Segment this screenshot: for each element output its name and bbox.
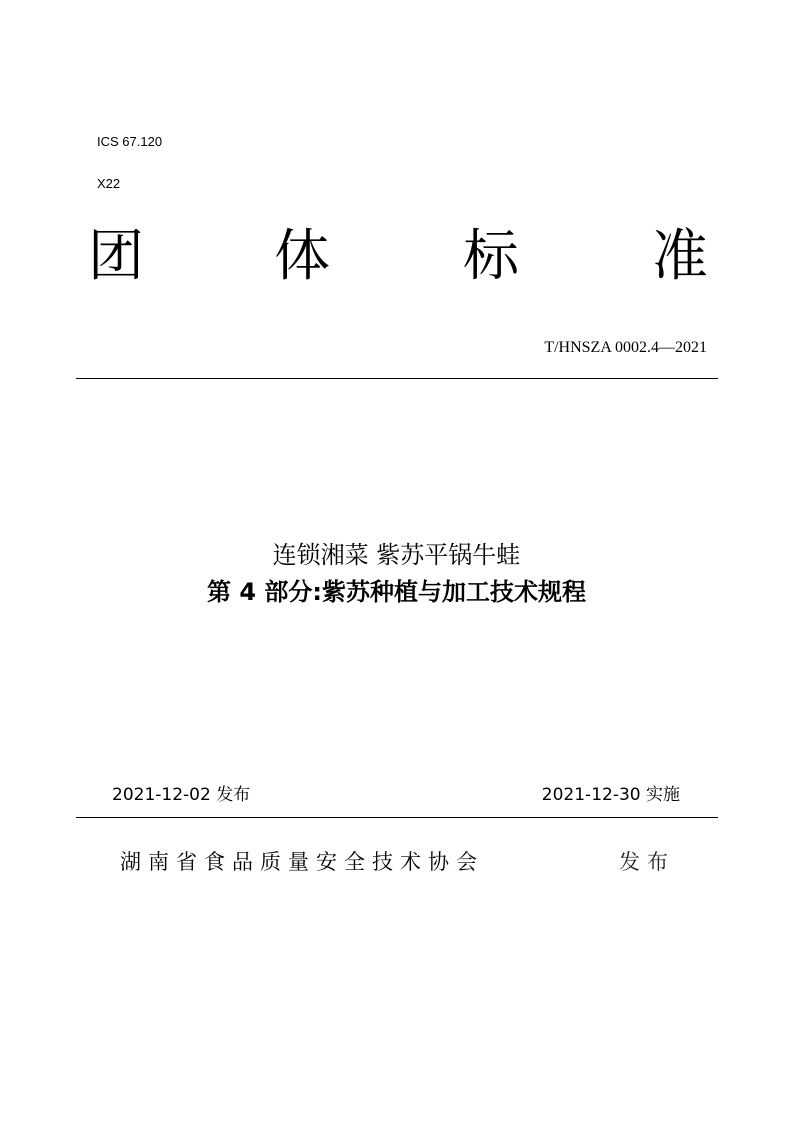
- standard-type-char-1: 团: [88, 224, 144, 289]
- standard-number: T/HNSZA 0002.4—2021: [544, 339, 707, 356]
- standard-type-char-2: 体: [274, 224, 330, 289]
- standard-type-char-3: 标: [463, 224, 519, 289]
- bottom-divider: [76, 817, 718, 818]
- publish-date: 2021-12-02 发布: [112, 785, 251, 805]
- classification-code: X22: [97, 176, 121, 191]
- ics-code: ICS 67.120: [97, 134, 163, 149]
- publisher-name: 湖南省食品质量安全技术协会: [120, 850, 484, 874]
- publish-label: 发布: [619, 850, 675, 874]
- implement-date: 2021-12-30 实施: [541, 785, 680, 805]
- top-divider: [76, 378, 718, 379]
- document-subtitle: 第 4 部分:紫苏种植与加工技术规程: [206, 578, 586, 606]
- standard-type-char-4: 准: [652, 224, 708, 289]
- document-title: 连锁湘菜 紫苏平锅牛蛙: [272, 541, 521, 569]
